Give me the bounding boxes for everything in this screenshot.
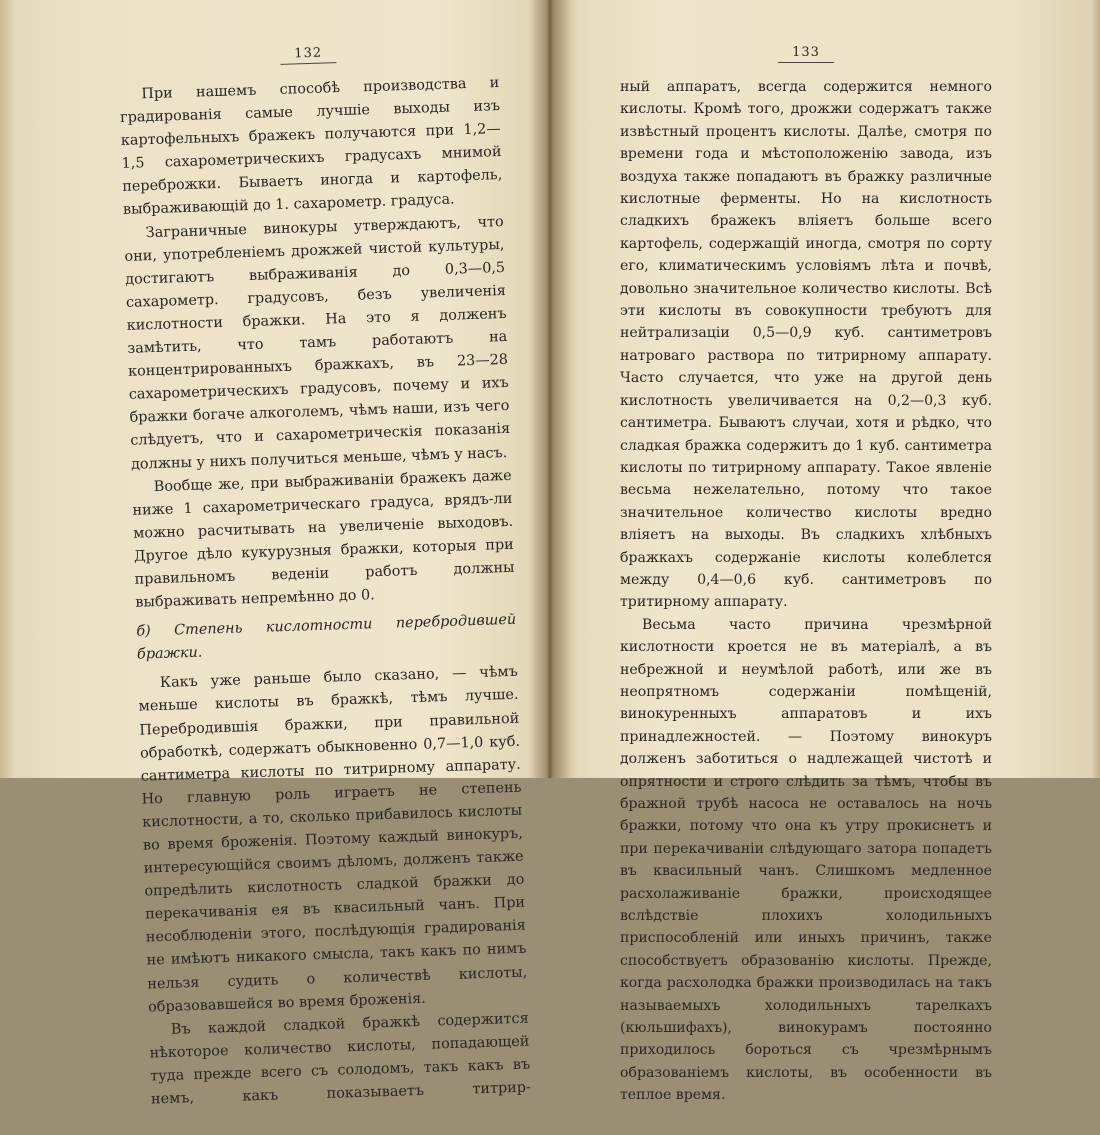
paragraph: Заграничные винокуры утверждаютъ, что они, употребленіемъ дрожжей чистой культуры, достигаютъ выбраживанія до 0,3—0,5 сахарометр. градусовъ, безъ увеличенія кислотности бражки. На это я долженъ замѣтить, что тамъ работаютъ на концентрированныхъ бражкахъ, въ 23—28 сахарометрическихъ градусовъ, почему и ихъ бражки богаче алкоголемъ, чѣмъ наши, изъ чего слѣдуетъ, что и сахарометрическія показанія должны у нихъ получиться меньше, чѣмъ у насъ. [124, 213, 511, 473]
page-edge-right [1090, 0, 1100, 778]
page-number: 132 [294, 45, 323, 62]
book-gutter [530, 0, 570, 778]
right-page-text [620, 40, 992, 1107]
paragraph: При нашемъ способѣ производства и градированія самые лучшіе выходы изъ картофельныхъ бражекъ получаются при 1,2—1,5 сахарометрическихъ градусахъ мнимой переброжки. Бываетъ иногда и картофель, выбраживающій до 1. сахарометр. градуса. [119, 75, 503, 219]
paragraph: Вообще же, при выбраживаніи бражекъ даже ниже 1 сахарометрическаго градуса, врядъ-ли можно расчитывать на увеличеніе выходовъ. Другое дѣло кукурузныя бражки, которыя при правильномъ веденіи работъ должны выбраживать непремѣнно до 0. [132, 467, 515, 611]
right-page [620, 40, 992, 1107]
left-page-text [119, 72, 532, 1135]
page-number-rule [778, 62, 834, 63]
left-page [118, 40, 532, 1135]
page-number: 133 [792, 45, 820, 60]
paragraph: Въ каждой сладкой бражкѣ содержится нѣкоторое количество кислоты, попадающей туда прежде всего съ солодомъ, такъ какъ въ немъ, какъ показываетъ титрир- [149, 1010, 532, 1108]
page-edge-left [0, 0, 14, 778]
section-heading: б) Степень кислотности перебродившей бражки. [136, 611, 517, 663]
paragraph: Какъ уже раньше было сказано, — чѣмъ меньше кислоты въ бражкѣ, тѣмъ лучше. Перебродившія бражки, при правильной обработкѣ, содержатъ обыкновенно 0,7—1,0 куб. сантиметра кислоты по титрирному аппарату. Но главную роль играетъ не степень кислотности, а то, сколько прибавилось кислоты во время броженія. Поэтому каждый винокуръ, интересующійся своимъ дѣломъ, долженъ также опредѣлить кислотность сладкой бражки до перекачиванія ея въ квасильный чанъ. При несоблюденіи этого, послѣдующія градированія не имѣютъ никакого смысла, такъ какъ по нимъ нельзя судить о количествѣ кислоты, образовавшейся во время броженія. [138, 664, 528, 1016]
paragraph: Весьма часто причина чрезмѣрной кислотности кроется не въ матеріалѣ, а въ небрежной и неумѣлой работѣ, или же въ неопрятномъ содержаніи помѣщеній, винокуренныхъ аппаратовъ и ихъ принадлежностей. — Поэтому винокуръ долженъ заботиться о надлежащей чистотѣ и опрятности и строго слѣдить за тѣмъ, чтобы въ бражной трубѣ насоса не оставалось на ночь бражки, потому что она къ утру прокиснетъ и при перекачиваніи слѣдующаго затора попадетъ въ квасильный чанъ. Слишкомъ медленное расхолаживаніе бражки, происходящее вслѣдствіе плохихъ холодильныхъ приспособленій или иныхъ причинъ, также способствуетъ образованію кислоты. Прежде, когда расхолодка бражки производилась на такъ называемыхъ холодильныхъ тарелкахъ (кюльшифахъ), винокурамъ постоянно приходилось бороться съ чрезмѣрнымъ образованіемъ кислоты, въ особенности въ теплое время. [620, 616, 992, 1104]
paragraph: ный аппаратъ, всегда содержится немного кислоты. Кромѣ того, дрожжи содержатъ также извѣстный процентъ кислоты. Далѣе, смотря по времени года и мѣстоположенію завода, изъ воздуха также попадаютъ въ бражку различные кислотные ферменты. Но на кислотность сладкихъ бражекъ вліяетъ больше всего картофель, содержащій иногда, смотря по сорту его, климатическимъ условіямъ лѣта и почвѣ, довольно значительное количество кислоты. Всѣ эти кислоты въ совокупности требуютъ для нейтрализаціи 0,5—0,9 куб. сантиметровъ натроваго раствора по титрирному аппарату. Часто случается, что уже на другой день кислотность увеличивается на 0,2—0,3 куб. сантиметра. Бываютъ случаи, хотя и рѣдко, что сладкая бражка содержитъ до 1 куб. сантиметра кислоты по титрирному аппарату. Такое явленіе весьма нежелательно, потому что такое значительное количество кислоты вредно вліяетъ на выходы. Въ сладкихъ хлѣбныхъ бражкахъ содержаніе кислоты колеблется между 0,4—0,6 куб. сантиметровъ по тритирному аппарату. [620, 79, 992, 611]
page-number-rule [281, 62, 337, 65]
